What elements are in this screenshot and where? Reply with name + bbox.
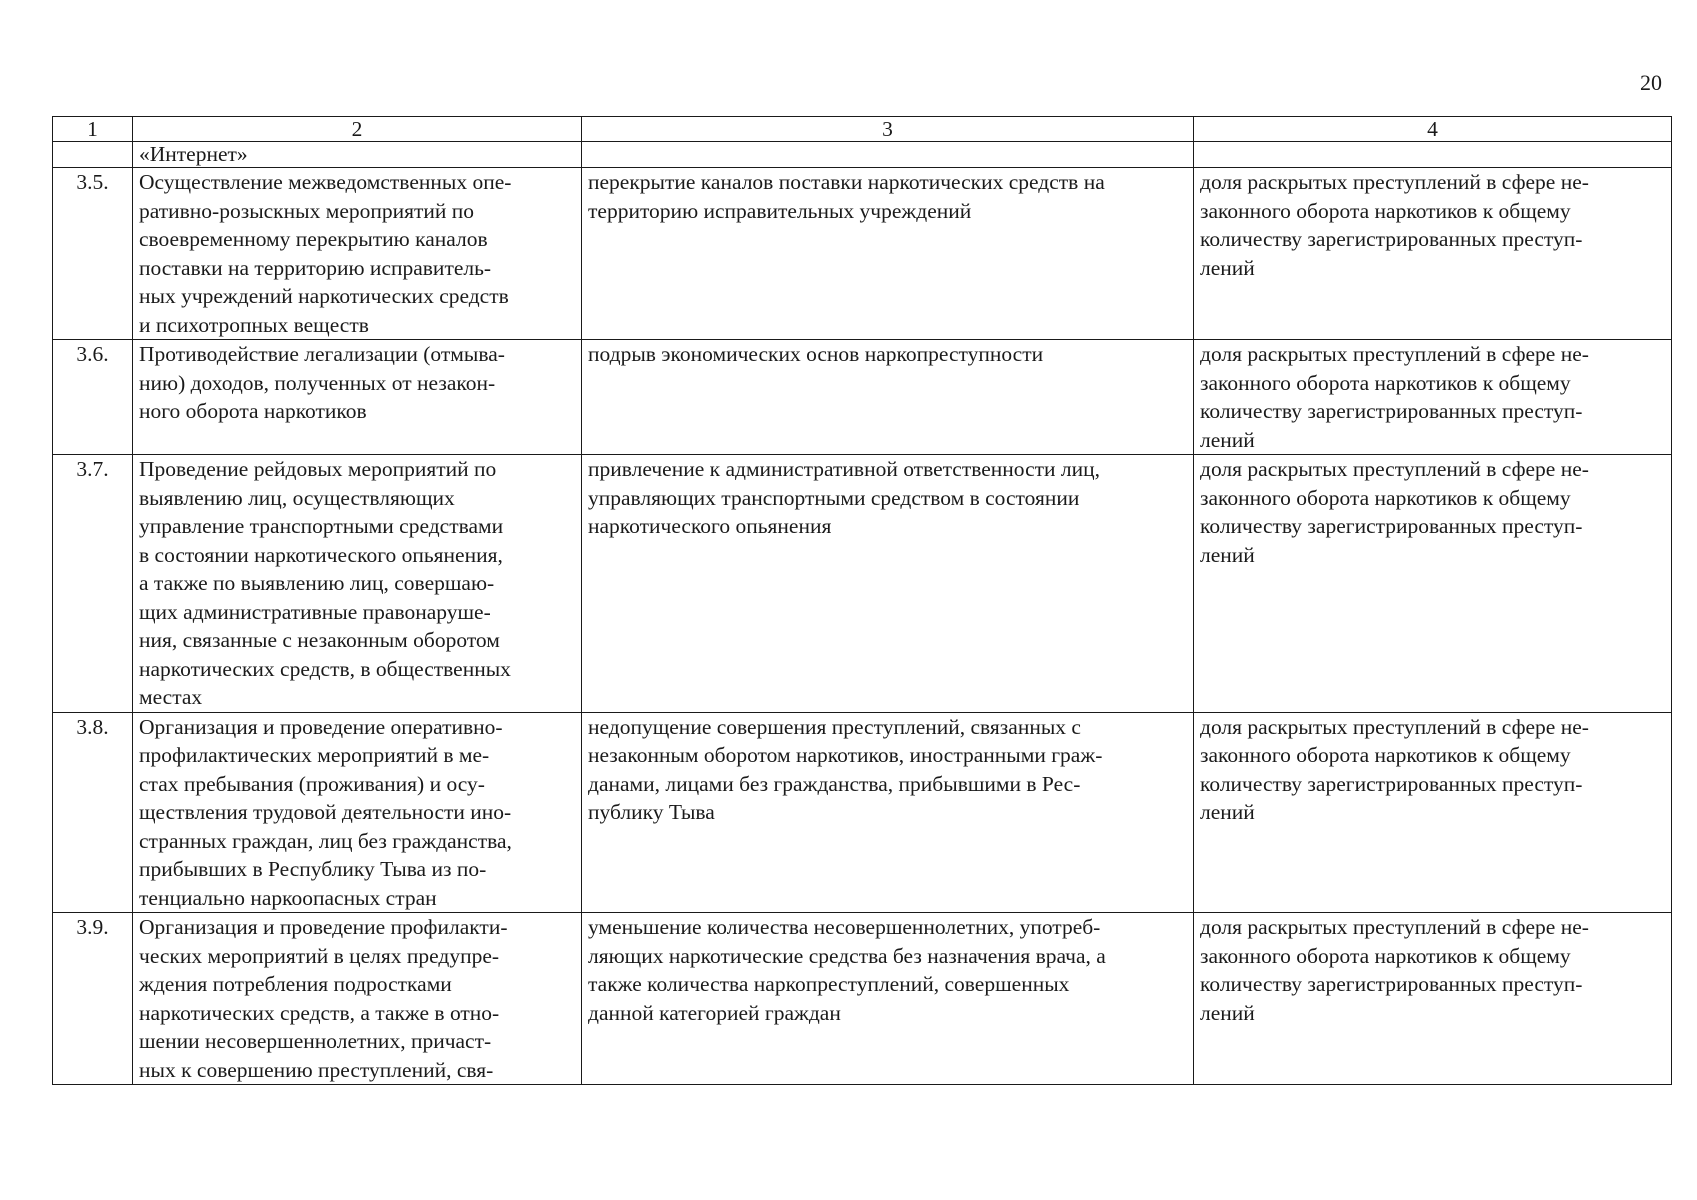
table-row (53, 455, 1672, 713)
table-row (53, 340, 1672, 455)
continuation-row (53, 142, 1672, 168)
column-header: 3 (582, 117, 1194, 142)
result-cell: подрыв экономических основ наркопреступности (582, 340, 1194, 455)
row-number: 3.5. (53, 168, 133, 340)
row-number: 3.9. (53, 913, 133, 1085)
measure-cell: Осуществление межведомственных опе- ративно-розыскных мероприятий по своевременному перекрытию каналов поставки на территорию исправитель- ных учреждений наркотических средств и психотропных веществ (133, 168, 582, 340)
table-row (53, 712, 1672, 913)
result-cell: привлечение к административной ответственности лиц, управляющих транспортными средством в состоянии наркотического опьянения (582, 455, 1194, 713)
column-header: 2 (133, 117, 582, 142)
row-number: 3.8. (53, 712, 133, 913)
row-number (53, 142, 133, 168)
page-number: 20 (1640, 70, 1662, 95)
indicator-cell: доля раскрытых преступлений в сфере не- законного оборота наркотиков к общему количеству зарегистрированных преступ- лений (1194, 340, 1672, 455)
indicator-cell: доля раскрытых преступлений в сфере не- законного оборота наркотиков к общему количеству зарегистрированных преступ- лений (1194, 168, 1672, 340)
column-header-row (53, 117, 1672, 142)
row-number: 3.6. (53, 340, 133, 455)
measure-cell: Противодействие легализации (отмыва- нию) доходов, полученных от незакон- ного оборота наркотиков (133, 340, 582, 455)
result-cell (582, 142, 1194, 168)
column-header: 1 (53, 117, 133, 142)
indicator-cell: доля раскрытых преступлений в сфере не- законного оборота наркотиков к общему количеству зарегистрированных преступ- лений (1194, 455, 1672, 713)
table-row (53, 913, 1672, 1085)
indicator-cell: доля раскрытых преступлений в сфере не- законного оборота наркотиков к общему количеству зарегистрированных преступ- лений (1194, 712, 1672, 913)
table-row (53, 168, 1672, 340)
result-cell: уменьшение количества несовершеннолетних, употреб- ляющих наркотические средства без назначения врача, а также количества наркопреступлений, совершенных данной категорией граждан (582, 913, 1194, 1085)
measures-table (52, 116, 1672, 1085)
measure-cell: Организация и проведение профилакти- ческих мероприятий в целях предупре- ждения потребления подростками наркотических средств, а также в отно- шении несовершеннолетних, причаст- ных к совершению преступлений, свя- (133, 913, 582, 1085)
result-cell: недопущение совершения преступлений, связанных с незаконным оборотом наркотиков, иностранными граж- данами, лицами без гражданства, прибывшими в Рес- публику Тыва (582, 712, 1194, 913)
indicator-cell: доля раскрытых преступлений в сфере не- законного оборота наркотиков к общему количеству зарегистрированных преступ- лений (1194, 913, 1672, 1085)
indicator-cell (1194, 142, 1672, 168)
column-header: 4 (1194, 117, 1672, 142)
measure-cell: Проведение рейдовых мероприятий по выявлению лиц, осуществляющих управление транспортными средствами в состоянии наркотического опьянения, а также по выявлению лиц, совершаю- щих административные правонаруше- ния, связанные с незаконным оборотом наркотических средств, в общественных местах (133, 455, 582, 713)
measure-cell: Организация и проведение оперативно- профилактических мероприятий в ме- стах пребывания (проживания) и осу- ществления трудовой деятельности ино- странных граждан, лиц без гражданства, прибывших в Республику Тыва из по- тенциально наркоопасных стран (133, 712, 582, 913)
row-number: 3.7. (53, 455, 133, 713)
result-cell: перекрытие каналов поставки наркотических средств на территорию исправительных учреждений (582, 168, 1194, 340)
measure-cell: «Интернет» (133, 142, 582, 168)
